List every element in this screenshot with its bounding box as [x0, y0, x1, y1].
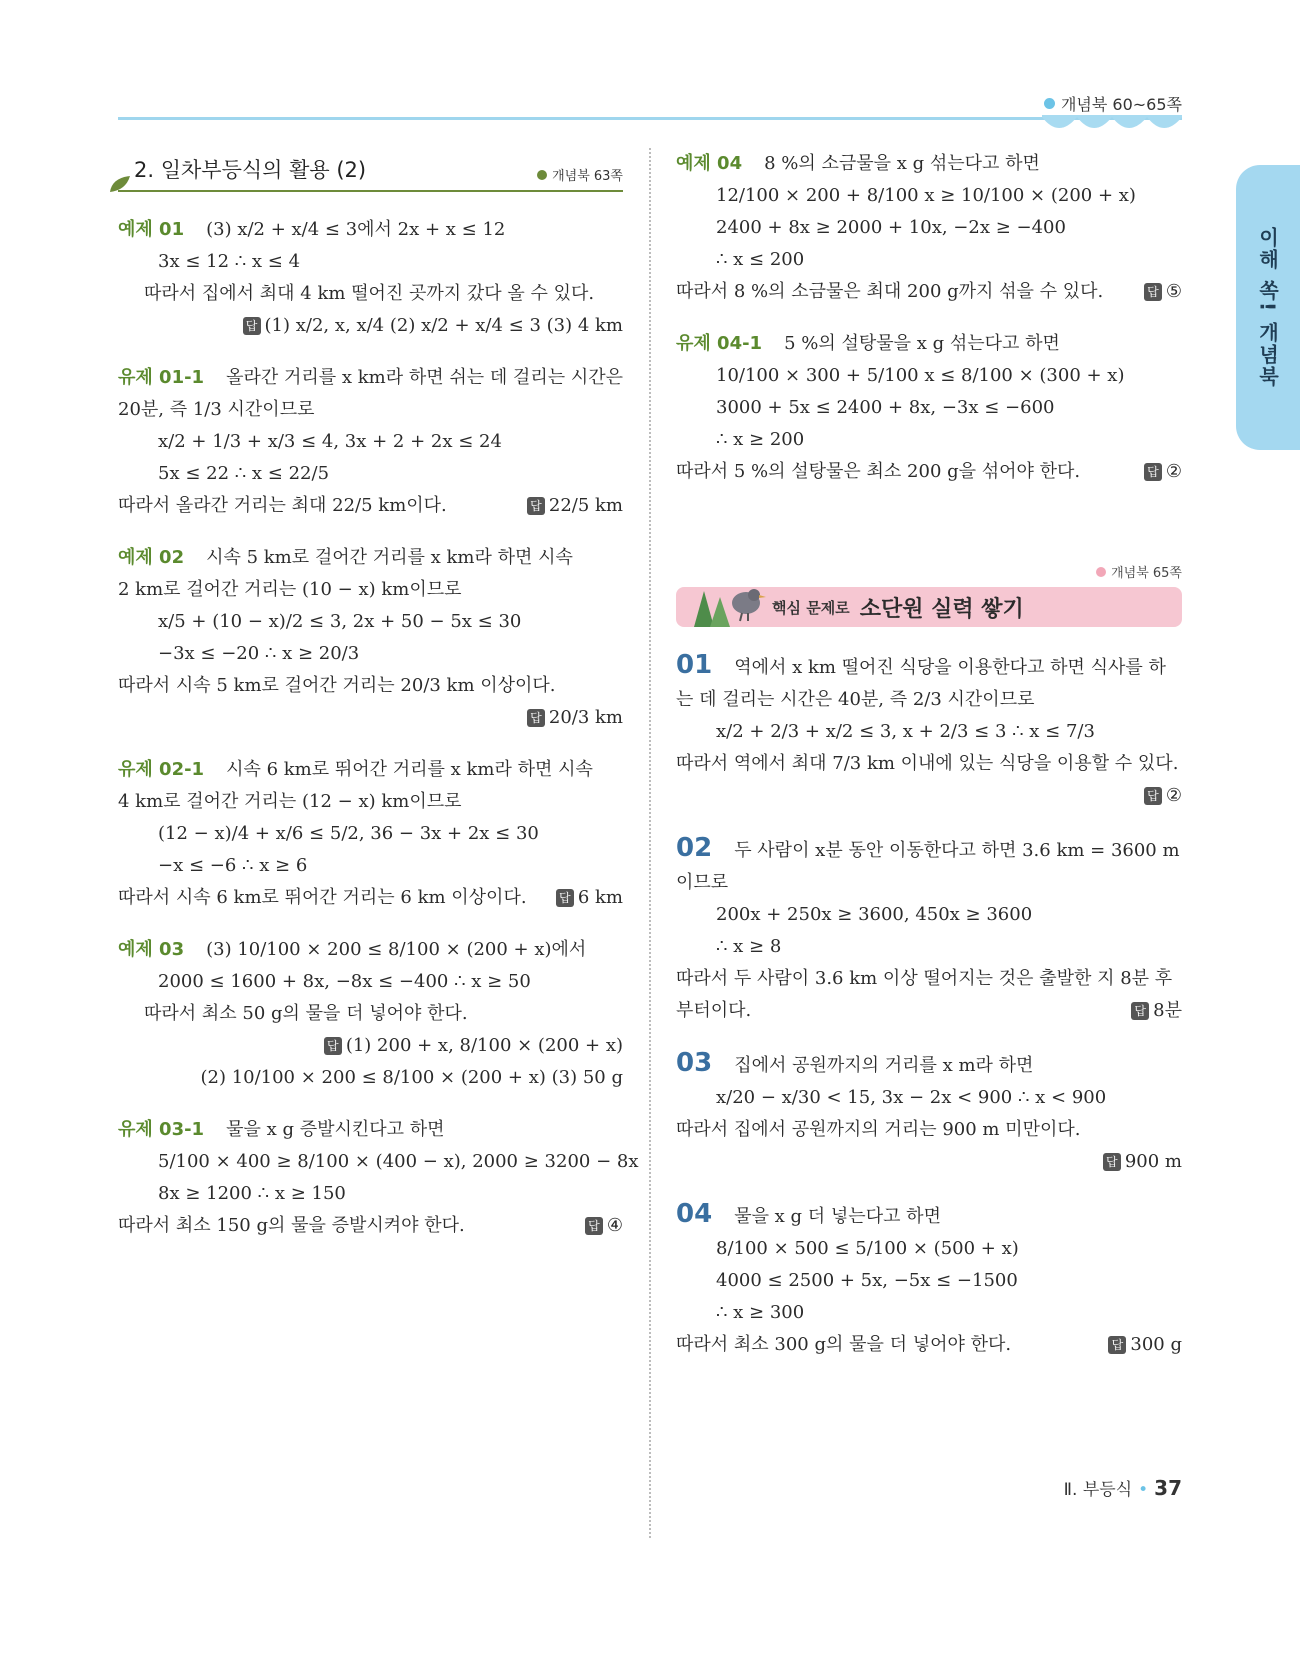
answer	[676, 1146, 1182, 1178]
page-footer	[1064, 1475, 1182, 1500]
text-line: 4000 ≤ 2500 + 5x, −5x ≤ −1500	[716, 1270, 1018, 1291]
text-line: 시속 6 km로 뛰어간 거리를 x km라 하면 시속	[226, 759, 593, 780]
text-line: x/20 − x/30 < 15, 3x − 2x < 900 ∴ x < 900	[716, 1087, 1107, 1108]
answer-text: ②	[1165, 461, 1182, 482]
answer-mark-icon: 답	[527, 709, 545, 727]
text-line: ∴ x ≥ 200	[716, 429, 805, 450]
text-line: 따라서 최소 300 g의 물을 더 넣어야 한다.	[676, 1334, 1012, 1355]
bullet-dot-icon	[537, 170, 547, 180]
text-line: −3x ≤ −20 ∴ x ≥ 20/3	[158, 643, 360, 664]
text-line: 8x ≥ 1200 ∴ x ≥ 150	[158, 1183, 346, 1204]
answer-mark-icon: 답	[527, 497, 545, 515]
example-label: 예제 03	[118, 939, 185, 960]
section-banner	[676, 587, 1182, 627]
answer-text: 900 m	[1124, 1151, 1182, 1172]
example-02	[118, 542, 623, 734]
question-number: 01	[676, 650, 713, 680]
problem-04-1	[676, 328, 1182, 488]
example-label: 예제 01	[118, 219, 185, 240]
problem-03-1	[118, 1114, 639, 1242]
text-line: 10/100 × 300 + 5/100 x ≤ 8/100 × (300 + x)	[716, 365, 1125, 386]
answer-mark-icon: 답	[1131, 1002, 1149, 1020]
answer-text: 8분	[1153, 1000, 1182, 1021]
text-line: 따라서 최소 50 g의 물을 더 넣어야 한다.	[144, 1003, 468, 1024]
text-line: 따라서 집에서 공원까지의 거리는 900 m 미만이다.	[676, 1119, 1081, 1140]
text-line: 12/100 × 200 + 8/100 x ≥ 10/100 × (200 + x)	[716, 185, 1136, 206]
text-line: 2000 ≤ 1600 + 8x, −8x ≤ −400 ∴ x ≥ 50	[158, 971, 531, 992]
question-number: 02	[676, 833, 713, 863]
text-line: (12 − x)/4 + x/6 ≤ 5/2, 36 − 3x + 2x ≤ 30	[158, 823, 539, 844]
text-line: 8 %의 소금물을 x g 섞는다고 하면	[764, 153, 1040, 174]
text-line: 물을 x g 증발시킨다고 하면	[226, 1119, 445, 1140]
answer	[556, 882, 623, 914]
answer	[1144, 276, 1182, 308]
problem-02-1	[118, 754, 623, 914]
text-line: −x ≤ −6 ∴ x ≥ 6	[158, 855, 308, 876]
text-line: 이므로	[676, 872, 729, 893]
text-line: 3x ≤ 12 ∴ x ≤ 4	[158, 251, 301, 272]
answer-continued	[118, 1062, 623, 1094]
text-line: 따라서 올라간 거리는 최대 22/5 km이다.	[118, 495, 447, 516]
section-header	[118, 148, 623, 192]
book-reference-label: 개념북 60~65쪽	[1060, 95, 1182, 114]
text-line: 따라서 두 사람이 3.6 km 이상 떨어지는 것은 출발한 지 8분 후	[676, 968, 1173, 989]
tree-bird-icon	[684, 573, 768, 629]
text-line: 따라서 5 %의 설탕물은 최소 200 g을 섞어야 한다.	[676, 461, 1081, 482]
bullet-dot-icon	[1096, 567, 1106, 577]
banner-title: 소단원 실력 쌓기	[859, 596, 1024, 622]
answer	[1144, 456, 1182, 488]
text-line: ∴ x ≥ 300	[716, 1302, 805, 1323]
answer-mark-icon: 답	[1108, 1336, 1126, 1354]
text-line: 3000 + 5x ≤ 2400 + 8x, −3x ≤ −600	[716, 397, 1055, 418]
separator-dot-icon: •	[1138, 1480, 1149, 1500]
text-line: 시속 5 km로 걸어간 거리를 x km라 하면 시속	[206, 547, 573, 568]
text-line: 따라서 시속 5 km로 걸어간 거리는 20/3 km 이상이다.	[118, 675, 556, 696]
right-column	[676, 148, 1182, 1381]
book-reference	[1044, 92, 1182, 115]
page-number: 37	[1154, 1476, 1182, 1500]
text-line: 20분, 즉 1/3 시간이므로	[118, 399, 315, 420]
text-line: x/5 + (10 − x)/2 ≤ 3, 2x + 50 − 5x ≤ 30	[158, 611, 522, 632]
answer-mark-icon: 답	[1144, 283, 1162, 301]
text-line: 2400 + 8x ≥ 2000 + 10x, −2x ≥ −400	[716, 217, 1066, 238]
answer	[676, 780, 1182, 812]
answer-text: (1) 200 + x, 8/100 × (200 + x)	[345, 1035, 623, 1056]
section-reference-label: 개념북 63쪽	[552, 169, 623, 184]
text-line: x/2 + 2/3 + x/2 ≤ 3, x + 2/3 ≤ 3 ∴ x ≤ 7/3	[716, 721, 1095, 742]
section-title: 2. 일차부등식의 활용 (2)	[134, 158, 367, 182]
example-01	[118, 214, 623, 342]
example-03	[118, 934, 623, 1094]
text-line: 따라서 집에서 최대 4 km 떨어진 곳까지 갔다 올 수 있다.	[144, 283, 595, 304]
question-02	[676, 832, 1182, 1027]
answer-text: ②	[1165, 785, 1182, 806]
problem-label: 유제 01-1	[118, 367, 205, 388]
text-line: (3) 10/100 × 200 ≤ 8/100 × (200 + x)에서	[206, 939, 587, 960]
text-line: ∴ x ≤ 200	[716, 249, 805, 270]
answer-text: 300 g	[1130, 1334, 1182, 1355]
answer-text: ⑤	[1165, 281, 1182, 302]
header-rule	[118, 117, 1182, 120]
text-line: (3) x/2 + x/4 ≤ 3에서 2x + x ≤ 12	[206, 219, 506, 240]
text-line: 따라서 시속 6 km로 뛰어간 거리는 6 km 이상이다.	[118, 887, 527, 908]
example-label: 예제 04	[676, 153, 743, 174]
answer	[1108, 1329, 1182, 1361]
left-column	[118, 148, 639, 1262]
text-line: 집에서 공원까지의 거리를 x m라 하면	[734, 1055, 1034, 1076]
column-divider	[649, 148, 651, 1538]
answer-mark-icon: 답	[243, 317, 261, 335]
section-reference	[537, 165, 623, 184]
text-line: 5 %의 설탕물을 x g 섞는다고 하면	[784, 333, 1060, 354]
text-line: 200x + 250x ≥ 3600, 450x ≥ 3600	[716, 904, 1033, 925]
answer-mark-icon: 답	[1144, 463, 1162, 481]
leaf-icon	[108, 174, 134, 194]
banner-reference-label: 개념북 65쪽	[1111, 566, 1182, 581]
answer-mark-icon: 답	[324, 1037, 342, 1055]
text-line: 8/100 × 500 ≤ 5/100 × (500 + x)	[716, 1238, 1019, 1259]
text-line: 부터이다.	[676, 1000, 752, 1021]
text-line: 4 km로 걸어간 거리는 (12 − x) km이므로	[118, 791, 462, 812]
example-label: 예제 02	[118, 547, 185, 568]
text-line: 두 사람이 x분 동안 이동한다고 하면 3.6 km = 3600 m	[734, 840, 1180, 861]
text-line: ∴ x ≥ 8	[716, 936, 782, 957]
example-04	[676, 148, 1182, 308]
text-line: x/2 + 1/3 + x/3 ≤ 4, 3x + 2 + 2x ≤ 24	[158, 431, 502, 452]
answer	[118, 310, 623, 342]
question-01	[676, 649, 1182, 812]
answer	[585, 1210, 623, 1242]
text-line: 2 km로 걸어간 거리는 (10 − x) km이므로	[118, 579, 462, 600]
answer-text: 20/3 km	[548, 707, 623, 728]
question-number: 03	[676, 1048, 713, 1078]
problem-label: 유제 02-1	[118, 759, 205, 780]
answer-text: 22/5 km	[548, 495, 623, 516]
answer	[118, 1030, 623, 1062]
chapter-label: Ⅱ. 부등식	[1063, 1480, 1133, 1500]
text-line: 따라서 최소 150 g의 물을 증발시켜야 한다.	[118, 1215, 465, 1236]
text-line: 올라간 거리를 x km라 하면 쉬는 데 걸리는 시간은	[226, 367, 623, 388]
answer-mark-icon: 답	[556, 889, 574, 907]
question-04	[676, 1198, 1182, 1361]
answer-text: (1) x/2, x, x/4 (2) x/2 + x/4 ≤ 3 (3) 4 km	[264, 315, 623, 336]
text-line: 5/100 × 400 ≥ 8/100 × (400 − x), 2000 ≥ 3200 − 8x	[158, 1151, 639, 1172]
answer-text: (2) 10/100 × 200 ≤ 8/100 × (200 + x) (3) 50 g	[200, 1067, 623, 1088]
side-tab[interactable]	[1236, 165, 1300, 450]
problem-label: 유제 04-1	[676, 333, 763, 354]
text-line: 역에서 x km 떨어진 식당을 이용한다고 하면 식사를 하	[734, 657, 1166, 678]
text-line: 따라서 역에서 최대 7/3 km 이내에 있는 식당을 이용할 수 있다.	[676, 753, 1179, 774]
answer-text: 6 km	[577, 887, 623, 908]
bullet-dot-icon	[1044, 98, 1055, 109]
text-line: 따라서 8 %의 소금물은 최대 200 g까지 섞을 수 있다.	[676, 281, 1104, 302]
answer	[527, 490, 623, 522]
problem-01-1	[118, 362, 623, 522]
answer	[1131, 995, 1182, 1027]
text-line: 물을 x g 더 넣는다고 하면	[734, 1206, 941, 1227]
wave-decoration-icon	[1042, 115, 1182, 137]
answer-mark-icon: 답	[1144, 787, 1162, 805]
question-03	[676, 1047, 1182, 1178]
answer-mark-icon: 답	[1103, 1153, 1121, 1171]
answer	[118, 702, 623, 734]
banner-subtitle: 핵심 문제로	[772, 598, 850, 617]
text-line: 는 데 걸리는 시간은 40분, 즉 2/3 시간이므로	[676, 689, 1035, 710]
question-number: 04	[676, 1199, 713, 1229]
side-tab-label: 이해 쏙! 개념북	[1255, 226, 1280, 389]
text-line: 5x ≤ 22 ∴ x ≤ 22/5	[158, 463, 330, 484]
answer-text: ④	[606, 1215, 623, 1236]
problem-label: 유제 03-1	[118, 1119, 205, 1140]
answer-mark-icon: 답	[585, 1217, 603, 1235]
